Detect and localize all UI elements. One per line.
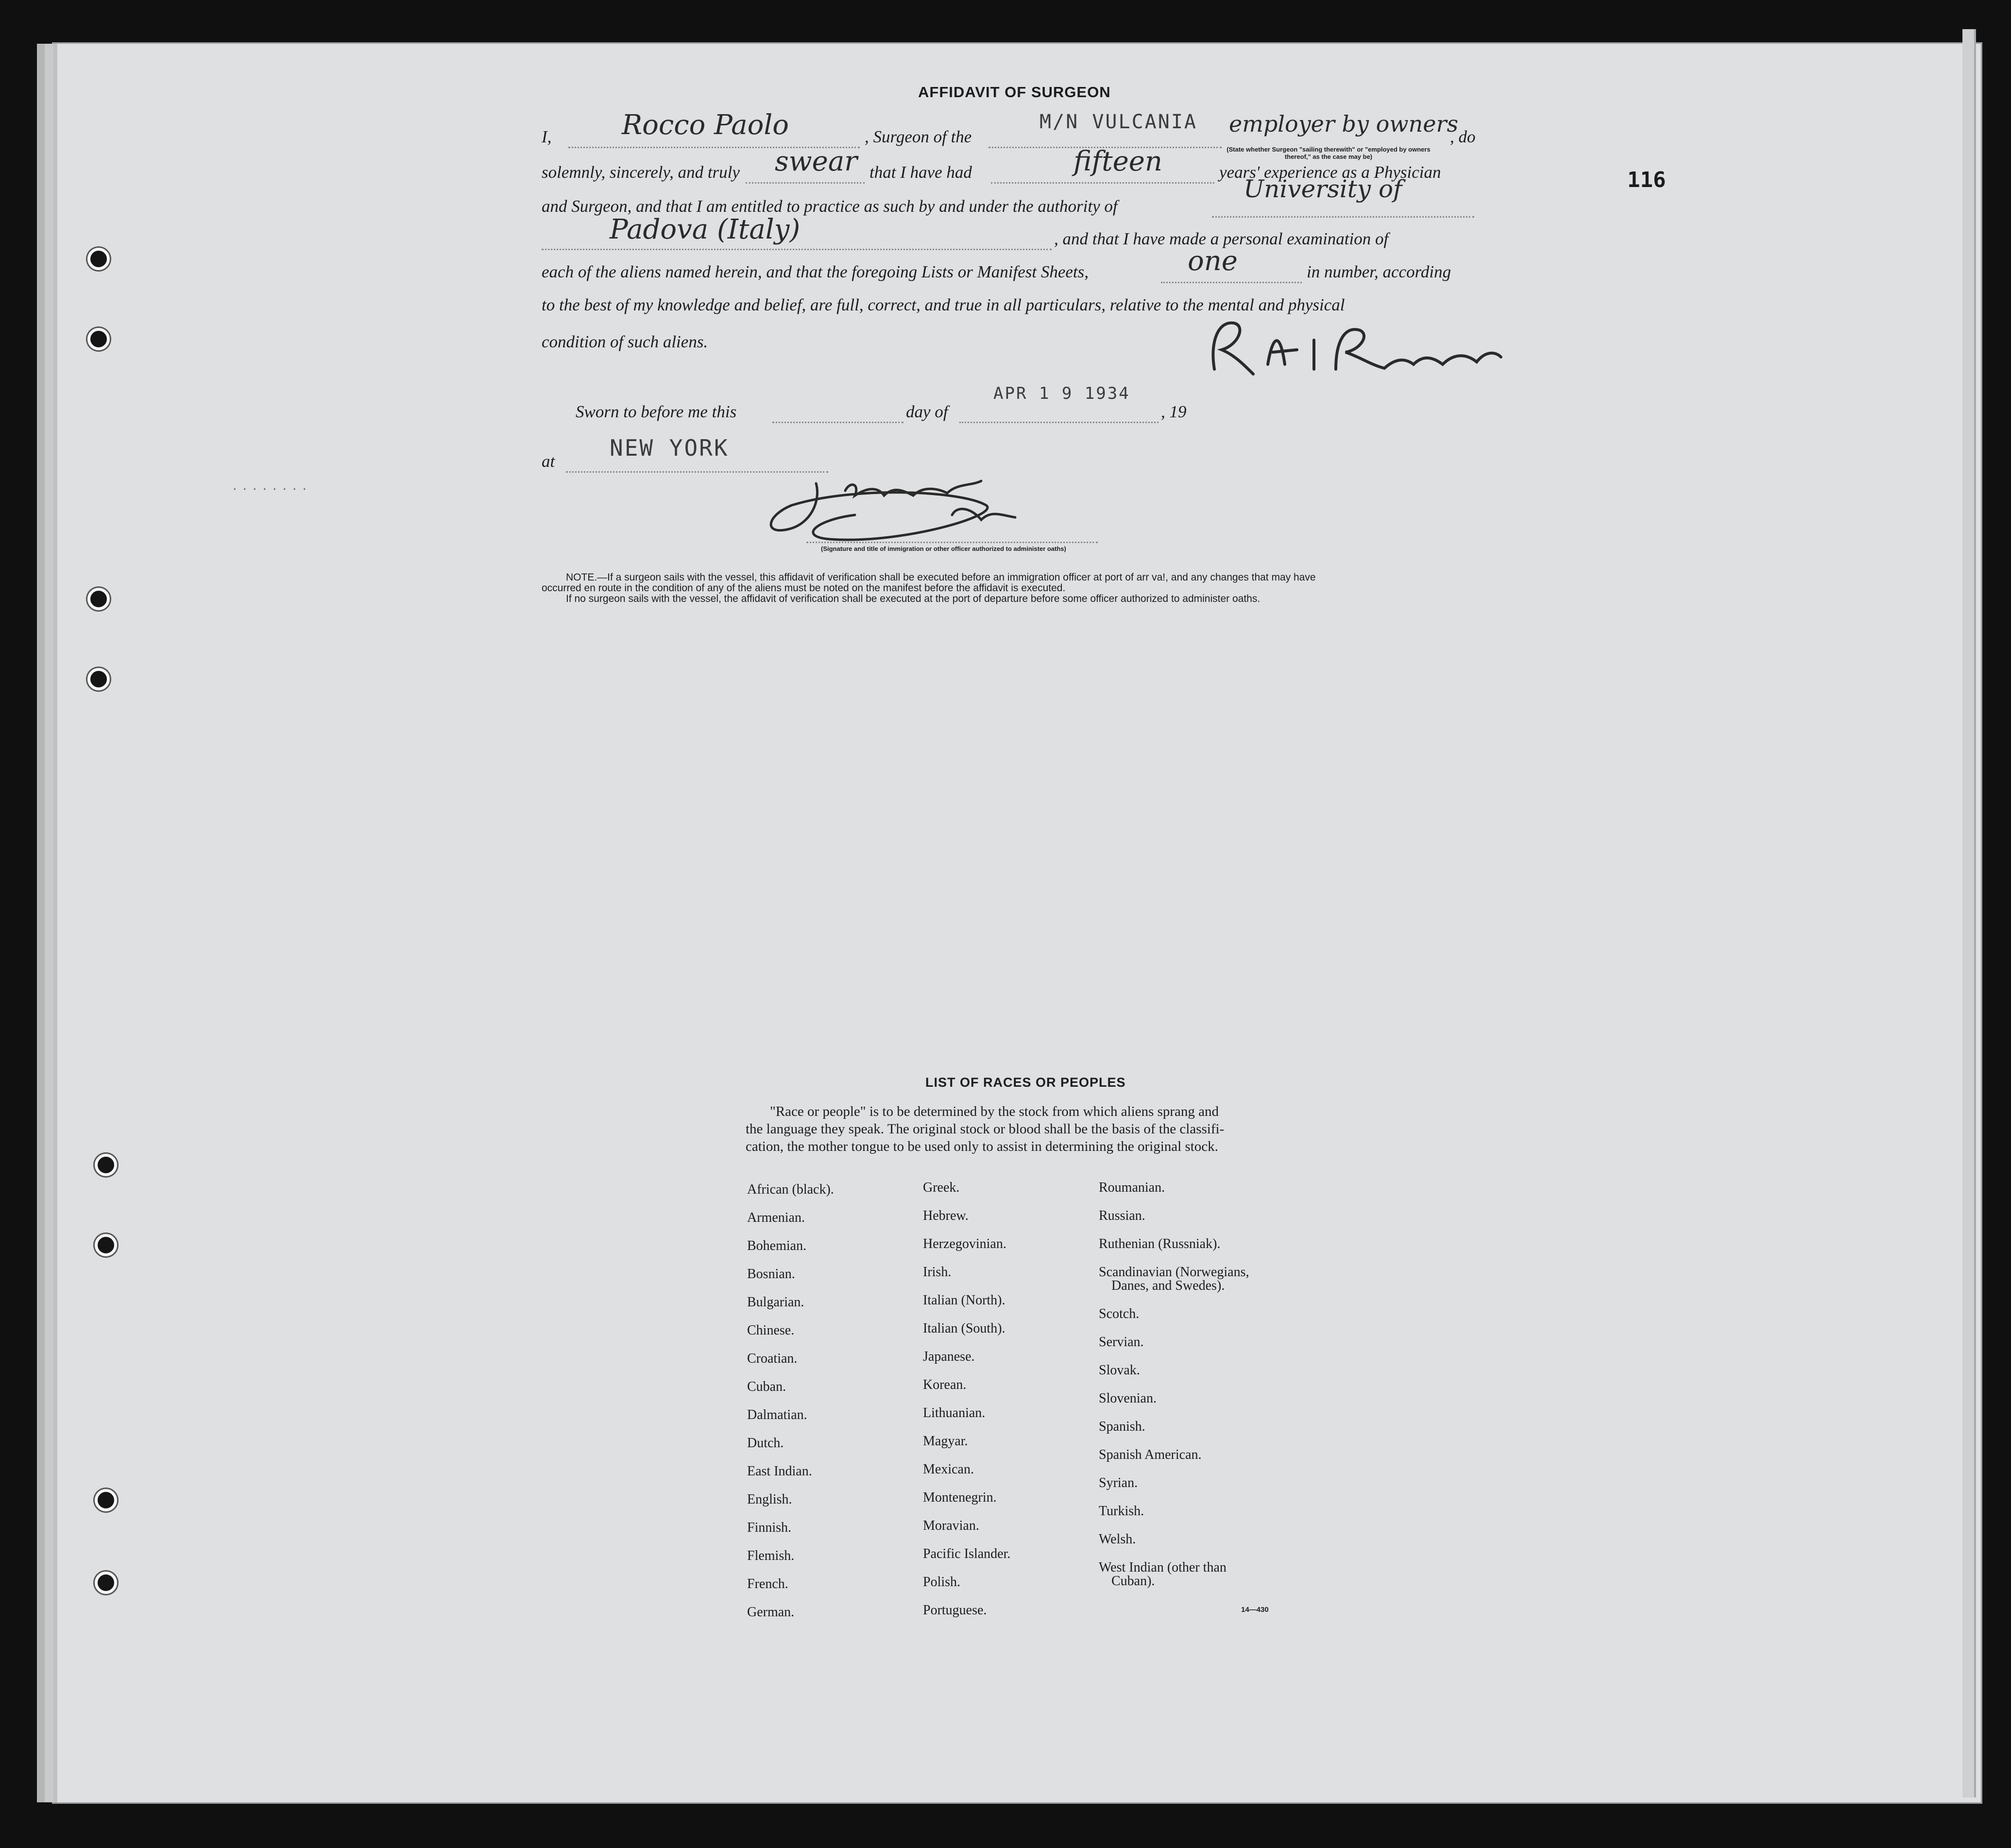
race-item: West Indian (other than [1099,1560,1227,1575]
race-item: Korean. [923,1377,967,1392]
authority-line-2: Padova (Italy) [610,214,801,245]
races-column-3 [1099,1174,1249,1595]
date-stamp: APR 1 9 1934 [993,384,1130,403]
races-column-1 [747,1176,834,1626]
race-item: Dalmatian. [747,1407,807,1422]
punch-hole [95,1572,117,1594]
punch-hole [95,1234,117,1256]
race-item: Slovenian. [1099,1391,1157,1406]
punch-hole [87,248,110,270]
race-item: Polish. [923,1574,961,1590]
race-item: Scandinavian (Norwegians, [1099,1265,1249,1280]
intro-line-1: "Race or people" is to be determined by the stock from which aliens sprang and [770,1104,1219,1119]
race-item: Mexican. [923,1462,974,1477]
affidavit-title: AFFIDAVIT OF SURGEON [918,84,1111,101]
race-item: Dutch. [747,1436,784,1451]
oath-word: swear [775,146,857,177]
race-item: Japanese. [923,1349,975,1364]
line2-b: that I have had [869,163,972,182]
page-edge [1962,29,1976,1797]
surgeon-signature [1200,311,1511,384]
note-line-1: NOTE.—If a surgeon sails with the vessel, this affidavit of verification shall be executed before an immigration officer at port of arr va!, and any changes that may have [566,572,1316,583]
note-line-2: occurred en route in the condition of any of the aliens must be noted on the manifest before the affidavit is executed. [542,582,1066,594]
race-item: Cuban). [1111,1574,1155,1589]
race-item: Flemish. [747,1548,795,1563]
race-item: Irish. [923,1265,952,1280]
race-item: Pacific Islander. [923,1546,1011,1561]
race-item: Danes, and Swedes). [1111,1278,1225,1293]
race-item: Ruthenian (Russniak). [1099,1236,1221,1251]
sworn-a: Sworn to before me this [576,402,737,421]
line3-a: and Surgeon, and that I am entitled to practice as such by and under the authority of [542,197,1118,216]
race-item: African (black). [747,1182,834,1197]
race-item: Slovak. [1099,1363,1140,1378]
race-item: Portuguese. [923,1603,987,1618]
location-stamp: NEW YORK [610,435,729,461]
authority2-fill-line [542,249,1052,250]
vessel-stamp: M/N VULCANIA [1040,111,1197,133]
sworn-month-fill [959,422,1159,423]
race-item: Italian (North). [923,1293,1006,1308]
race-item: Armenian. [747,1210,805,1225]
race-item: Spanish American. [1099,1447,1202,1462]
sheets-count: one [1188,245,1238,277]
intro-line-2: the language they speak. The original stock or blood shall be the basis of the classifi- [746,1121,1225,1137]
stray-dots: ........ [233,479,313,493]
intro-line-3: cation, the mother tongue to be used only to assist in determining the original stock. [746,1139,1218,1154]
race-item: Chinese. [747,1323,795,1338]
employment: employer by owners [1229,111,1459,137]
punch-hole [87,328,110,350]
oath-fill-line [746,182,865,184]
race-item: Herzegovinian. [923,1236,1006,1251]
page-number: 116 [1627,168,1666,192]
line1-do: , do [1450,127,1476,146]
line1-surgeon-of: , Surgeon of the [865,127,972,146]
authority-fill-line [1212,216,1474,218]
officer-fill [806,542,1098,543]
races-column-2 [923,1174,1010,1625]
race-item: Bosnian. [747,1266,795,1282]
line5-b: in number, according [1307,262,1451,281]
race-item: Turkish. [1099,1504,1144,1519]
race-item: Scotch. [1099,1306,1140,1321]
sworn-day-fill [772,422,903,423]
punch-hole [95,1489,117,1511]
sheets-fill-line [1161,282,1302,283]
note-line-3: If no surgeon sails with the vessel, the affidavit of verification shall be executed at the port of departure before some officer authorized to administer oaths. [566,593,1261,604]
line1-i: I, [542,127,552,146]
race-item: Greek. [923,1180,960,1195]
line2-a: solemnly, sincerely, and truly [542,163,740,182]
employment-note: (State whether Surgeon "sailing therewith" or "employed by owners thereof," as the case may be) [1227,146,1431,160]
race-item: Finnish. [747,1520,792,1535]
punch-hole [95,1154,117,1176]
races-intro [746,1103,1224,1155]
line4-b: , and that I have made a personal examination of [1054,229,1389,248]
race-item: Croatian. [747,1351,798,1366]
line7: condition of such aliens. [542,332,708,351]
race-item: Spanish. [1099,1419,1145,1434]
line5-a: each of the aliens named herein, and that the foregoing Lists or Manifest Sheets, [542,262,1089,281]
line6: to the best of my knowledge and belief, are full, correct, and true in all particulars, relative to the mental and physical [542,295,1345,314]
signature-caption: (Signature and title of immigration or other officer authorized to administer oaths) [821,545,1066,552]
race-item: French. [747,1576,788,1591]
race-item: Bulgarian. [747,1295,804,1310]
punch-hole [87,588,110,610]
race-item: Syrian. [1099,1475,1138,1490]
line2-c: years' experience as a Physician [1219,163,1441,182]
race-item: Magyar. [923,1434,968,1449]
years: fifteen [1074,146,1162,177]
race-item: Servian. [1099,1335,1144,1350]
race-item: Bohemian. [747,1238,807,1253]
form-number: 14—430 [1241,1606,1269,1614]
race-item: Lithuanian. [923,1405,986,1420]
race-item: Montenegrin. [923,1490,997,1505]
punch-hole [87,668,110,690]
race-item: East Indian. [747,1464,812,1479]
sworn-c: , 19 [1161,402,1187,421]
race-item: German. [747,1605,795,1620]
race-item: Moravian. [923,1518,979,1533]
surgeon-name: Rocco Paolo [622,109,789,141]
race-item: Cuban. [747,1379,786,1394]
race-item: Russian. [1099,1208,1145,1223]
race-item: Hebrew. [923,1208,969,1223]
race-item: Roumanian. [1099,1180,1165,1195]
at-label: at [542,452,555,471]
race-item: English. [747,1492,792,1507]
authority-line-1: University of [1244,175,1402,203]
years-fill-line [991,182,1214,184]
races-title: LIST OF RACES OR PEOPLES [925,1075,1126,1090]
race-item: Italian (South). [923,1321,1006,1336]
race-item: Welsh. [1099,1532,1136,1547]
sworn-b: day of [906,402,948,421]
